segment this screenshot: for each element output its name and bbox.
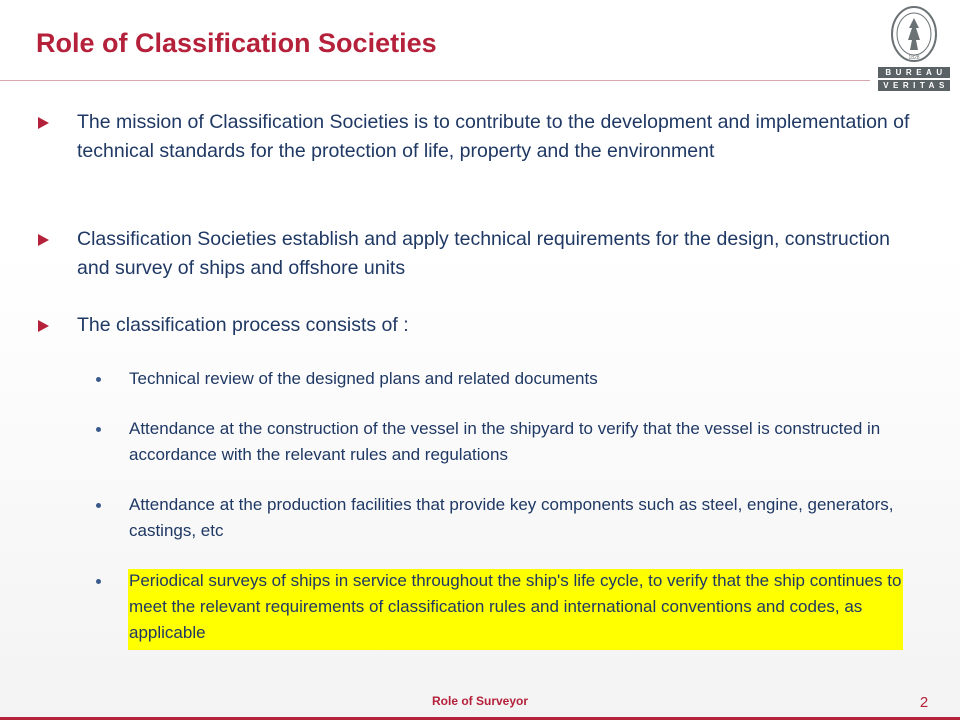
svg-text:1828: 1828 xyxy=(908,55,920,61)
sub-bullet-item xyxy=(96,416,906,468)
bullet-text: The classification process consists of : xyxy=(77,314,409,336)
sub-bullet-item-highlighted xyxy=(96,568,906,650)
bullet-text: The mission of Classification Societies is to contribute to the development and implementation of technical standards for the protection of life, property and the environment xyxy=(77,111,910,162)
dot-bullet-icon xyxy=(96,579,101,584)
sub-bullet-text: Technical review of the designed plans and related documents xyxy=(129,369,598,388)
slide-title: Role of Classification Societies xyxy=(36,28,437,58)
sub-bullet-item xyxy=(96,366,906,392)
bullet-item xyxy=(38,108,910,198)
bullet-item xyxy=(38,225,898,285)
sub-bullet-text: Periodical surveys of ships in service throughout the ship's life cycle, to verify that the ship continues to meet the relevant requirements of classification rules and international conventions and codes, as applicable xyxy=(129,571,902,642)
sub-bullet-text: Attendance at the construction of the vessel in the shipyard to verify that the vessel is constructed in accordance with the relevant rules and regulations xyxy=(129,419,881,464)
bullet-item xyxy=(38,311,898,341)
arrow-bullet-icon xyxy=(38,234,49,246)
arrow-bullet-icon xyxy=(38,117,49,129)
arrow-bullet-icon xyxy=(38,320,49,332)
sub-bullet-item xyxy=(96,492,906,544)
bureau-veritas-logo xyxy=(878,6,950,88)
bullet-text: Classification Societies establish and apply technical requirements for the design, construction and survey of ships and offshore units xyxy=(77,228,890,279)
logo-word-veritas: VERITAS xyxy=(878,80,950,91)
sub-bullet-text: Attendance at the production facilities that provide key components such as steel, engine, generators, castings, etc xyxy=(129,495,894,540)
logo-word-bureau: BUREAU xyxy=(878,67,950,78)
page-number: 2 xyxy=(919,694,929,711)
footer-title: Role of Surveyor xyxy=(431,694,529,708)
dot-bullet-icon xyxy=(96,377,101,382)
seal-icon xyxy=(890,6,938,66)
dot-bullet-icon xyxy=(96,503,101,508)
title-divider xyxy=(0,80,870,81)
dot-bullet-icon xyxy=(96,427,101,432)
